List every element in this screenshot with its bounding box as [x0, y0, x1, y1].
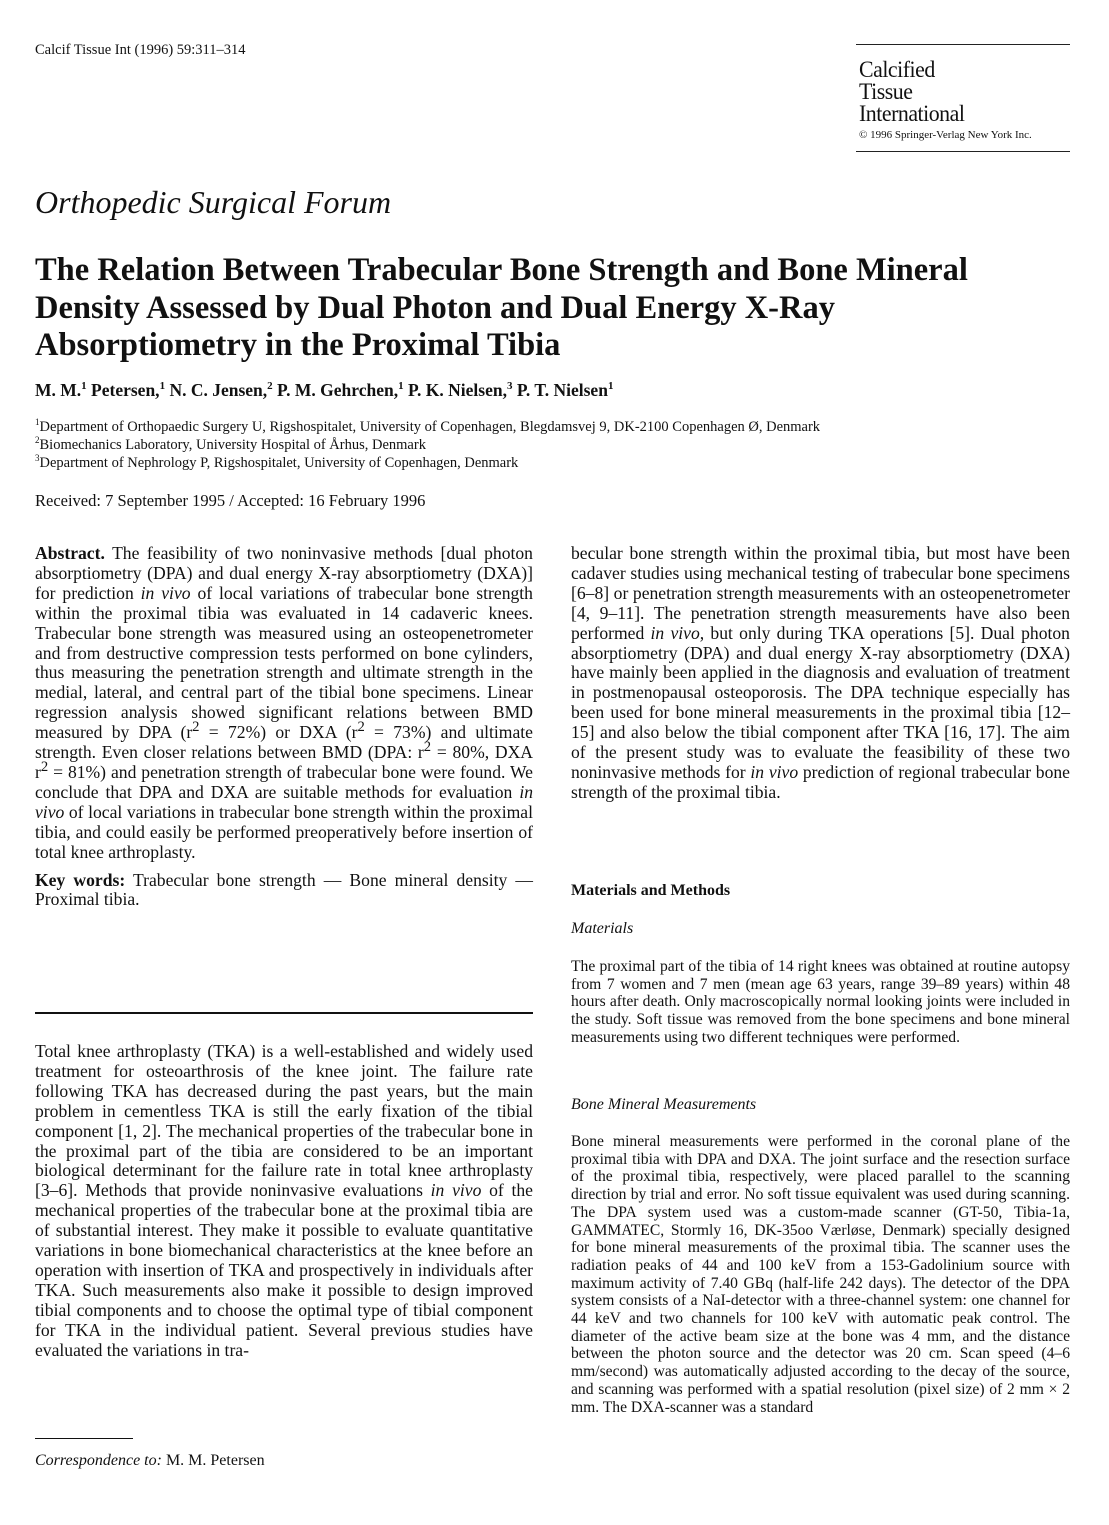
superscript: 2 [423, 739, 432, 756]
abstract-text: The feasibility of two noninvasive methods [dual photon absorptiometry (DPA) and dual energy X-ray absorptiometry (DXA)] for prediction [35, 543, 533, 603]
abstract-text: = 73%) and ultimate strength. Even closer relations between BMD (DPA: r [35, 722, 533, 763]
author-name: P. K. Nielsen, [407, 380, 507, 400]
bone-mineral-section [571, 1133, 1070, 1416]
body-text: prediction of regional trabecular bone strength of the proximal tibia. [571, 761, 1070, 802]
abstract-label: Abstract. [35, 543, 105, 563]
materials-heading: Materials [571, 920, 634, 937]
body-text: Total knee arthroplasty (TKA) is a well-established and widely used treatment for osteoarthrosis of the knee joint. The failure rate following TKA has decreased during the past years, but the main problem in cementless TKA is still the early fixation of the tibial component [1, 2]. The mechanical properties of the trabecular bone in the proximal part of the tibia are considered to be an important biological determinant for the failure rate in total knee arthroplasty [3–6]. Methods that provide noninvasive evaluations [35, 1041, 533, 1201]
abstract-paragraph [35, 544, 533, 863]
journal-masthead [856, 44, 1070, 152]
materials-section [571, 958, 1070, 1047]
correspondence-label: Correspondence to: [35, 1452, 162, 1469]
journal-citation: Calcif Tissue Int (1996) 59:311–314 [35, 42, 246, 58]
author-name: N. C. Jensen, [169, 380, 268, 400]
footnote-divider [35, 1438, 133, 1439]
affiliation-mark: 2 [35, 435, 40, 446]
superscript: 2 [40, 759, 49, 776]
affiliation-mark: 1 [35, 417, 40, 428]
abstract-text: of local variations in trabecular bone strength within the proximal tibia, and could easily be performed preoperatively before insertion of total knee arthroplasty. [35, 801, 533, 862]
affiliation [35, 436, 820, 454]
abstract-italic: in vivo [35, 781, 533, 822]
abstract-text: = 81%) and penetration strength of trabecular bone were found. We conclude that DPA and DXA are suitable methods for evaluation [35, 761, 533, 802]
correspondence-name: M. M. Petersen [165, 1452, 265, 1469]
keywords-text: Trabecular bone strength — Bone mineral density — Proximal tibia. [35, 869, 533, 910]
introduction-right [571, 544, 1070, 803]
abstract-text: = 72%) or DXA (r [199, 722, 358, 743]
superscript: 2 [192, 719, 200, 736]
keywords-label: Key words: [35, 869, 126, 890]
affiliation-text: Department of Nephrology P, Rigshospitalet, University of Copenhagen, Denmark [39, 455, 519, 471]
author-affiliation-mark: 1 [607, 380, 614, 393]
affiliation-text: Biomechanics Laboratory, University Hospital of Århus, Denmark [39, 437, 426, 453]
author-affiliation-mark: 1 [159, 380, 166, 393]
abstract-text: of local variations of trabecular bone strength within the proximal tibia was evaluated in 14 cadaveric knees. Trabecular bone strength was measured using an osteopenetrometer and from destructive compression tests performed on bone cylinders, thus measuring the penetration strength and ultimate strength in the medial, lateral, and central part of the tibial bone specimens. Linear regression analysis showed significant relations between BMD measured by DPA (r [35, 582, 533, 743]
correspondence-note [35, 1452, 265, 1470]
body-text: of the mechanical properties of the trabecular bone at the proximal tibia are of substantial interest. They make it possible to evaluate quantitative variations in bone biomechanical characteristics at the knee before an operation with insertion of TKA and prospectively in individuals after TKA. Such measurements also make it possible to design improved tibial components and to choose the optimal type of tibial component for TKA in the individual patient. Several previous studies have evaluated the variations in tra- [35, 1180, 533, 1360]
author-name: M. M. [35, 380, 82, 400]
author-list [35, 380, 613, 401]
author-name: Petersen, [91, 380, 160, 400]
author-affiliation-mark: 2 [267, 380, 273, 393]
author-name: P. M. Gehrchen, [277, 380, 399, 400]
body-paragraph [571, 544, 1070, 803]
keywords [35, 871, 533, 911]
abstract-section [35, 544, 533, 910]
affiliation [35, 418, 820, 436]
superscript: 2 [357, 719, 365, 736]
body-italic: in vivo [430, 1180, 482, 1201]
author-affiliation-mark: 1 [81, 380, 87, 393]
received-dates: Received: 7 September 1995 / Accepted: 16 February 1996 [35, 491, 426, 510]
section-title: Orthopedic Surgical Forum [35, 184, 392, 220]
body-paragraph [35, 1042, 533, 1361]
copyright: © 1996 Springer-Verlag New York Inc. [859, 129, 1032, 141]
body-paragraph: The proximal part of the tibia of 14 right knees was obtained at routine autopsy from 7 women and 7 men (mean age 63 years, range 39–89 years) within 48 hours after death. Only macroscopically normal looking joints were included in the study. Soft tissue was removed from the bone specimens and bone mineral measurements using two different techniques were performed. [571, 958, 1070, 1046]
journal-logo [859, 59, 964, 125]
body-italic: in vivo, [650, 622, 705, 643]
introduction-left [35, 1042, 533, 1361]
journal-logo-line: Calcified [859, 57, 935, 82]
author-affiliation-mark: 1 [398, 380, 404, 393]
affiliation-text: Department of Orthopaedic Surgery U, Rigshospitalet, University of Copenhagen, Blegdamsvej 9, DK-2100 Copenhagen Ø, Denmark [39, 419, 821, 435]
journal-logo-line: International [859, 101, 965, 126]
body-paragraph: Bone mineral measurements were performed in the coronal plane of the proximal tibia with DPA and DXA. The joint surface and the resection surface of the proximal tibia, respectively, were placed parallel to the scanning direction by trial and error. No soft tissue equivalent was used during scanning. The DPA system used was a custom-made scanner (GT-50, Tibia-1a, GAMMATEC, Stormly 16, DK-35oo Værløse, Denmark) specially designed for bone mineral measurements of the proximal tibia. The scanner uses the radiation peaks of 44 and 100 keV from a 153-Gadolinium source with maximum activity of 7.40 GBq (half-life 242 days). The detector of the DPA system consists of a NaI-detector with a three-channel system: one channel for 44 keV and two channels for 100 keV with automatic peak control. The diameter of the active beam size at the bone was 4 mm, and the distance between the photon source and the detector was 20 cm. Scan speed (4–6 mm/second) was automatically adjusted according to the decay of the source, and scanning was performed with a spatial resolution (pixel size) of 2 mm × 2 mm. The DXA-scanner was a standard [571, 1133, 1070, 1416]
abstract-divider [35, 1012, 533, 1014]
body-text: but only during TKA operations [5]. Dual photon absorptiometry (DPA) and dual energy X-ray absorptiometry (DXA) have mainly been applied in the diagnosis and evaluation of treatment in postmenopausal osteoporosis. The DPA technique especially has been used for bone mineral measurements in the proximal tibia [12–15] and also below the tibial component after TKA [16, 17]. The aim of the present study was to evaluate the feasibility of these two noninvasive methods for [571, 622, 1070, 782]
abstract-text: = 80%, DXA r [35, 742, 533, 782]
author-affiliation-mark: 3 [506, 380, 513, 393]
methods-heading: Materials and Methods [571, 882, 731, 899]
article-title: The Relation Between Trabecular Bone Strength and Bone Mineral Density Assessed by Dual Photon and Dual Energy X-Ray Absorptiometry in the Proximal Tibia [35, 252, 968, 363]
author-name: P. T. Nielsen [516, 380, 608, 400]
body-italic: in vivo [750, 761, 799, 782]
body-text: becular bone strength within the proximal tibia, but most have been cadaver studies using mechanical testing of trabecular bone specimens [6–8] or penetration strength measurements with an osteopenetrometer [4, 9–11]. The penetration strength measurements have also been performed [571, 543, 1070, 643]
abstract-italic: in vivo [140, 582, 191, 603]
journal-logo-line: Tissue [859, 79, 913, 104]
affiliation-mark: 3 [35, 453, 40, 464]
affiliation-list [35, 418, 820, 472]
affiliation [35, 454, 820, 472]
bone-mineral-heading: Bone Mineral Measurements [571, 1096, 757, 1113]
